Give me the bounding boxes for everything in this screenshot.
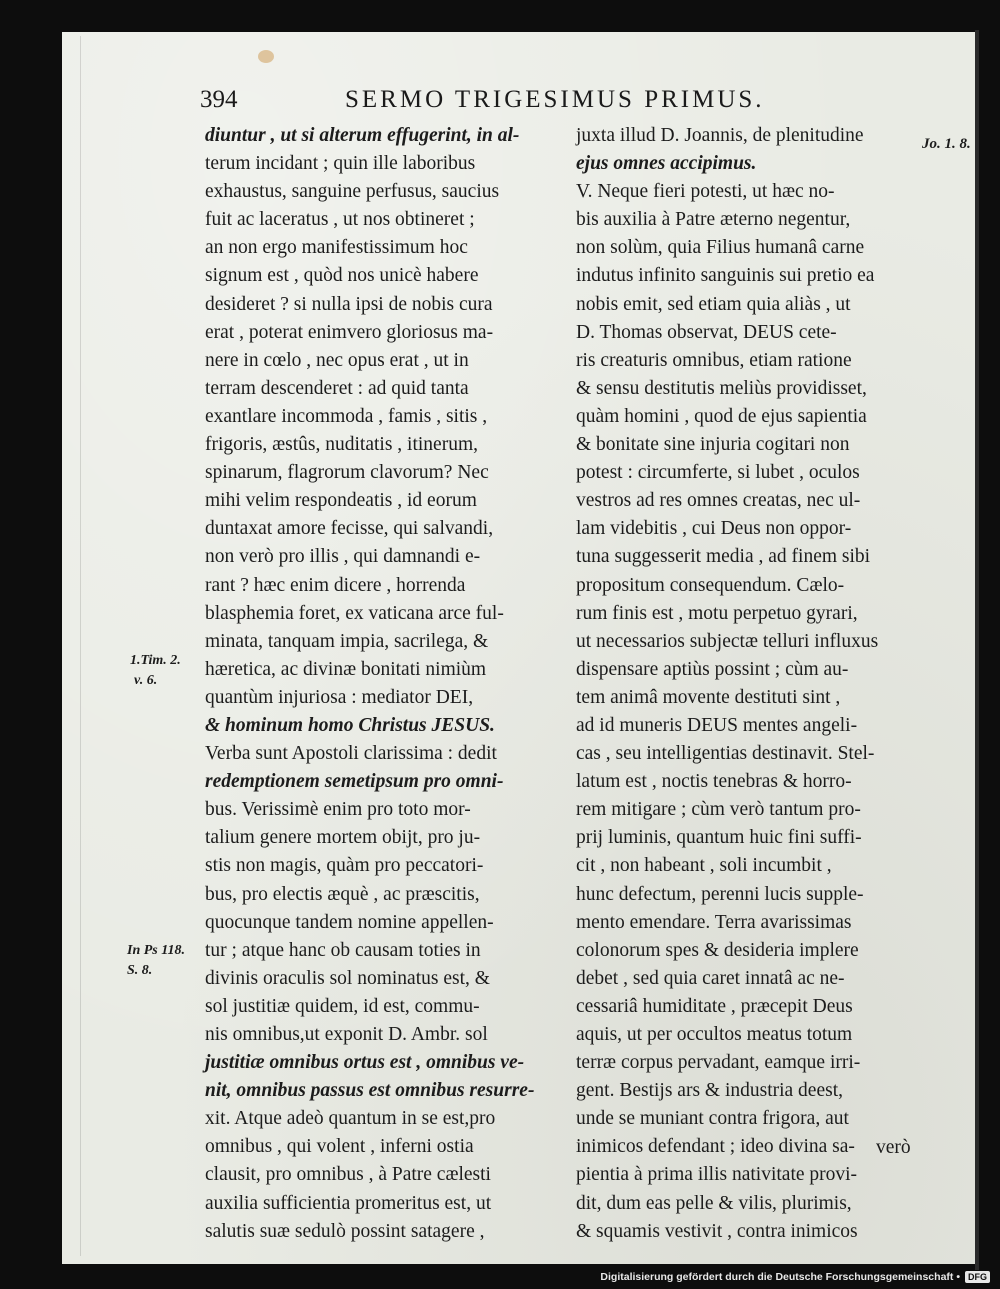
text-line: fuit ac laceratus , ut nos obtineret ; [205,209,475,231]
text-line: bus, pro electis æquè , ac præscitis, [205,883,480,905]
text-line: cas , seu intelligentias destinavit. Stel- [576,743,875,765]
text-line: exhaustus, sanguine perfusus, saucius [205,181,500,203]
text-line: & sensu destitutis meliùs providisset, [576,377,867,399]
text-line: bis auxilia à Patre æterno negentur, [576,209,851,231]
text-line: unde se muniant contra frigora, aut [576,1108,849,1130]
text-line: terram descenderet : ad quid tanta [205,377,469,399]
text-line: tur ; atque hanc ob causam toties in [205,939,481,961]
text-line: ad id muneris DEUS mentes angeli- [576,714,858,736]
text-line: redemptionem semetipsum pro omni- [205,771,504,793]
page-header [200,86,790,120]
text-line: terræ corpus pervadant, eamque irri- [576,1052,861,1074]
text-line: non solùm, quia Filius humanâ carne [576,237,865,259]
text-line: talium genere mortem obijt, pro ju- [205,827,481,849]
text-line: & squamis vestivit , contra inimicos [576,1220,858,1242]
text-line: & hominum homo Christus JESUS. [205,714,495,736]
text-line: D. Thomas observat, DEUS cete- [576,321,837,343]
text-line: V. Neque fieri potesti, ut hæc no- [576,181,835,203]
footer-text: Digitalisierung gefördert durch die Deutsche Forschungsgemeinschaft • [600,1271,960,1283]
text-line: lam videbitis , cui Deus non oppor- [576,518,852,540]
text-line: duntaxat amore fecisse, qui salvandi, [205,518,494,540]
margin-note-line: v. 6. [134,673,158,688]
text-line: ejus omnes accipimus. [576,153,757,175]
margin-note-psalm [127,941,185,981]
margin-note-line: In Ps 118. [127,943,185,958]
text-line: dit, dum eas pelle & vilis, plurimis, [576,1192,852,1214]
text-line: pientia à prima illis nativitate provi- [576,1164,858,1186]
text-line: potest : circumferte, si lubet , oculos [576,462,860,484]
text-line: desideret ? si nulla ipsi de nobis cura [205,293,493,315]
text-line: cessariâ humiditate , præcepit Deus [576,995,853,1017]
text-line: colonorum spes & desideria implere [576,939,859,961]
text-line: salutis suæ sedulò possint satagere , [205,1220,485,1242]
text-line: divinis oraculis sol nominatus est, & [205,967,490,989]
page-edge [975,30,979,1270]
page-number: 394 [200,86,238,113]
text-line: clausit, pro omnibus , à Patre cælesti [205,1164,491,1186]
text-line: & bonitate sine injuria cogitari non [576,434,850,456]
text-line: quantùm injuriosa : mediator DEI, [205,686,474,708]
text-line: omnibus , qui volent , inferni ostia [205,1136,474,1158]
footer-credit [600,1271,990,1283]
text-line: Verba sunt Apostoli clarissima : dedit [205,743,497,765]
text-line: auxilia sufficientia promeritus est, ut [205,1192,492,1214]
text-line: frigoris, æstûs, nuditatis , itinerum, [205,434,478,456]
text-line: tem animâ movente destituti sint , [576,686,841,708]
text-line: mihi velim respondeatis , id eorum [205,490,477,512]
text-line: blasphemia foret, ex vaticana arce ful- [205,602,504,624]
text-line: nobis emit, sed etiam quia aliàs , ut [576,293,851,315]
text-line: nis omnibus,ut exponit D. Ambr. sol [205,1024,488,1045]
running-head: SERMO TRIGESIMUS PRIMUS. [345,86,765,113]
gutter-line [80,36,81,1256]
text-line: signum est , quòd nos unicè habere [205,265,479,287]
margin-note-john: Jo. 1. 8. [922,136,971,152]
text-line: erat , poterat enimvero gloriosus ma- [205,321,494,343]
right-text-column [576,122,926,1246]
text-line: propositum consequendum. Cælo- [576,574,845,596]
text-line: rem mitigare ; cùm verò tantum pro- [576,799,861,821]
text-line: rum finis est , motu perpetuo gyrari, [576,602,858,624]
text-line: bus. Verissimè enim pro toto mor- [205,799,471,821]
text-line: stis non magis, quàm pro peccatori- [205,855,484,877]
text-line: gent. Bestijs ars & industria deest, [576,1080,844,1102]
text-line: diuntur , ut si alterum effugerint, in al- [205,125,520,146]
text-line: justitiæ omnibus ortus est , omnibus ve- [205,1052,525,1074]
text-line: inimicos defendant ; ideo divina sa- [576,1136,855,1158]
margin-note-timothy [130,651,181,691]
text-line: mento emendare. Terra avarissimas [576,911,852,933]
text-line: dispensare aptiùs possint ; cùm au- [576,658,849,680]
text-line: an non ergo manifestissimum hoc [205,237,468,259]
margin-note-line: 1.Tim. 2. [130,653,181,668]
text-line: aquis, ut per occultos meatus totum [576,1024,853,1045]
text-line: debet , sed quia caret innatâ ac ne- [576,967,845,989]
text-line: rant ? hæc enim dicere , horrenda [205,574,466,596]
text-line: nit, omnibus passus est omnibus resurre- [205,1080,535,1102]
text-line: ris creaturis omnibus, etiam ratione [576,349,852,371]
text-line: vestros ad res omnes creatas, nec ul- [576,490,861,512]
text-line: minata, tanquam impia, sacrilega, & [205,630,489,652]
text-line: exantlare incommoda , famis , sitis , [205,405,488,427]
left-text-column [205,122,553,1246]
paper-stain [258,50,274,63]
dfg-logo: DFG [965,1271,990,1283]
catchword: verò [876,1137,911,1158]
text-line: xit. Atque adeò quantum in se est,pro [205,1108,496,1130]
text-line: non verò pro illis , qui damnandi e- [205,546,481,568]
text-line: quàm homini , quod de ejus sapientia [576,405,867,427]
text-line: sol justitiæ quidem, id est, commu- [205,995,480,1017]
text-line: cit , non habeant , soli incumbit , [576,855,832,877]
text-line: hæretica, ac divinæ bonitati nimiùm [205,658,487,680]
text-line: indutus infinito sanguinis sui pretio ea [576,265,875,287]
text-line: juxta illud D. Joannis, de plenitudine [576,125,864,146]
text-line: prij luminis, quantum huic fini suffi- [576,827,862,849]
text-line: ut necessarios subjectæ telluri influxus [576,630,879,652]
text-line: quocunque tandem nomine appellen- [205,911,494,933]
text-line: spinarum, flagrorum clavorum? Nec [205,462,489,484]
text-line: nere in cœlo , nec opus erat , ut in [205,349,469,371]
text-line: hunc defectum, perenni lucis supple- [576,883,864,905]
margin-note-line: S. 8. [127,963,153,978]
text-line: terum incidant ; quin ille laboribus [205,153,476,175]
text-line: tuna suggesserit media , ad finem sibi [576,546,871,568]
text-line: latum est , noctis tenebras & horro- [576,771,852,793]
